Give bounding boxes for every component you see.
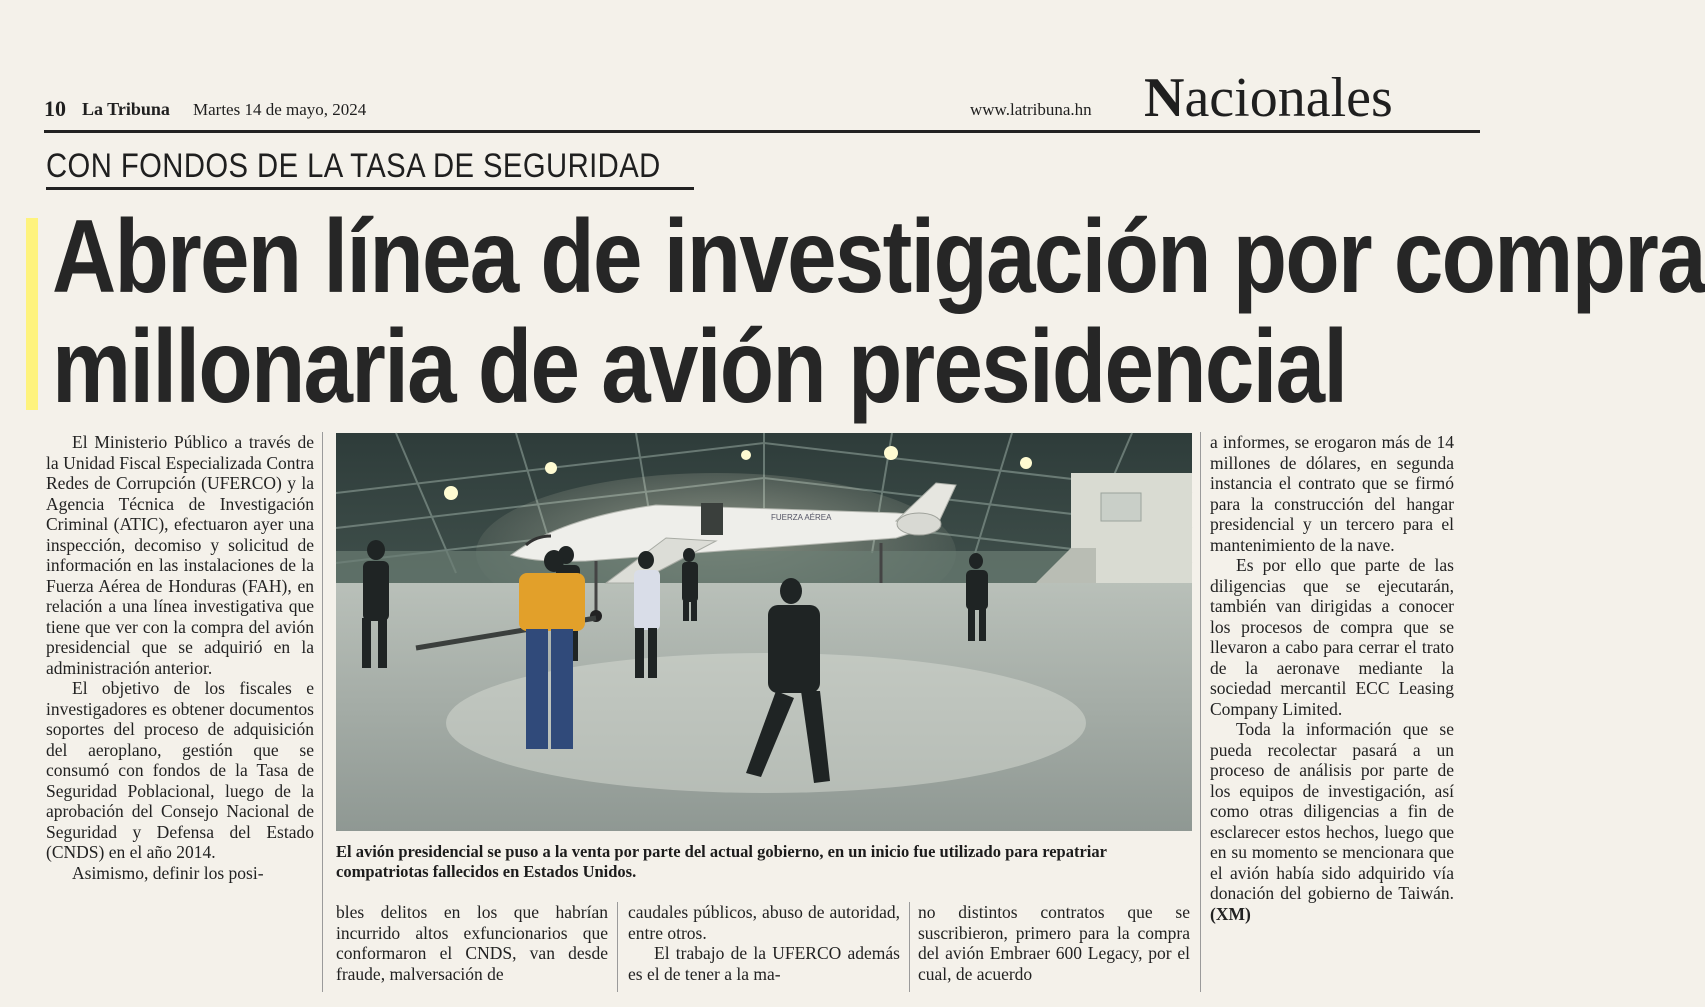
paragraph: Es por ello que parte de las diligencias que se ejecutarán, también van dirigidas a conocer los procesos de compra que se llevaron a cabo para cerrar el trato de la aeronave mediante la sociedad mercantil ECC Leasing Company Limited.	[1210, 555, 1454, 719]
headline-line-2: millonaria de avión presidencial	[52, 309, 1347, 425]
page-number: 10	[44, 96, 66, 121]
article-kicker: CON FONDOS DE LA TASA DE SEGURIDAD	[46, 147, 661, 185]
highlighter-mark	[26, 218, 38, 410]
hangar-airplane-photo	[336, 433, 1192, 831]
kicker-underline	[46, 187, 694, 190]
website-url: www.latribuna.hn	[970, 100, 1092, 119]
paragraph: a informes, se erogaron más de 14 millones de dólares, en segunda instancia el contrato que se firmó para la construcción del hangar presidencial y un tercero para el mantenimiento de la nave.	[1210, 432, 1454, 555]
aircraft-livery-text: FUERZA AÉREA	[771, 513, 832, 522]
paragraph: caudales públicos, abuso de autoridad, entre otros.	[628, 902, 900, 943]
article-column-4	[918, 902, 1190, 984]
column-divider	[617, 902, 618, 992]
paragraph-text: Toda la información que se pueda recolectar pasará a un proceso de análisis por parte de los equipos de investigación, así como otras diligencias a fin de esclarecer estos hechos, luego que en su momento se mencionara que el avión había sido adquirido vía donación del gobierno de Taiwán.	[1210, 719, 1454, 903]
paragraph	[1210, 719, 1454, 924]
header-divider	[44, 130, 1480, 133]
paragraph: no distintos contratos que se suscribieron, primero para la compra del avión Embraer 600 Legacy, por el cual, de acuerdo	[918, 902, 1190, 984]
article-column-3	[628, 902, 900, 984]
paragraph: El Ministerio Público a través de la Unidad Fiscal Especializada Contra Redes de Corrupción (UFERCO) y la Agencia Técnica de Investigación Criminal (ATIC), efectuaron ayer una inspección, decomiso y solicitud de información en las instalaciones de la Fuerza Aérea de Honduras (FAH), en relación a una línea investigativa que tiene que ver con la compra del avión presidencial que se adquirió en la administración anterior.	[46, 432, 314, 678]
column-divider	[909, 902, 910, 992]
newspaper-name: La Tribuna	[82, 99, 170, 119]
section-title	[1144, 66, 1393, 130]
photo-caption: El avión presidencial se puso a la venta por parte del actual gobierno, en un inicio fue utilizado para repatriar compatriotas fallecidos en Estados Unidos.	[336, 842, 1107, 881]
section-title-rest: acionales	[1184, 67, 1393, 129]
paragraph: bles delitos en los que habrían incurrido altos exfuncionarios que conformaron el CNDS, van desde fraude, malversación de	[336, 902, 608, 984]
section-title-initial: N	[1144, 67, 1185, 129]
article-photo	[336, 433, 1192, 831]
headline-line-1: Abren línea de investigación por compra	[52, 199, 1705, 315]
paragraph: El trabajo de la UFERCO además es el de tener a la ma-	[628, 943, 900, 984]
column-divider	[322, 432, 323, 992]
issue-date: Martes 14 de mayo, 2024	[193, 100, 367, 119]
author-signature: (XM)	[1210, 903, 1251, 924]
column-divider	[1200, 432, 1201, 992]
article-headline	[52, 199, 1705, 425]
paragraph: El objetivo de los fiscales e investigadores es obtener documentos soportes del proceso de adquisición del aeroplano, gestión que se consumó con fondos de la Tasa de Seguridad Poblacional, luego de la aprobación del Consejo Nacional de Seguridad y Defensa del Estado (CNDS) en el año 2014.	[46, 678, 314, 862]
paragraph: Asimismo, definir los posi-	[72, 862, 264, 883]
article-column-5	[1210, 432, 1454, 924]
article-column-2	[336, 902, 608, 984]
article-column-1	[46, 432, 314, 883]
